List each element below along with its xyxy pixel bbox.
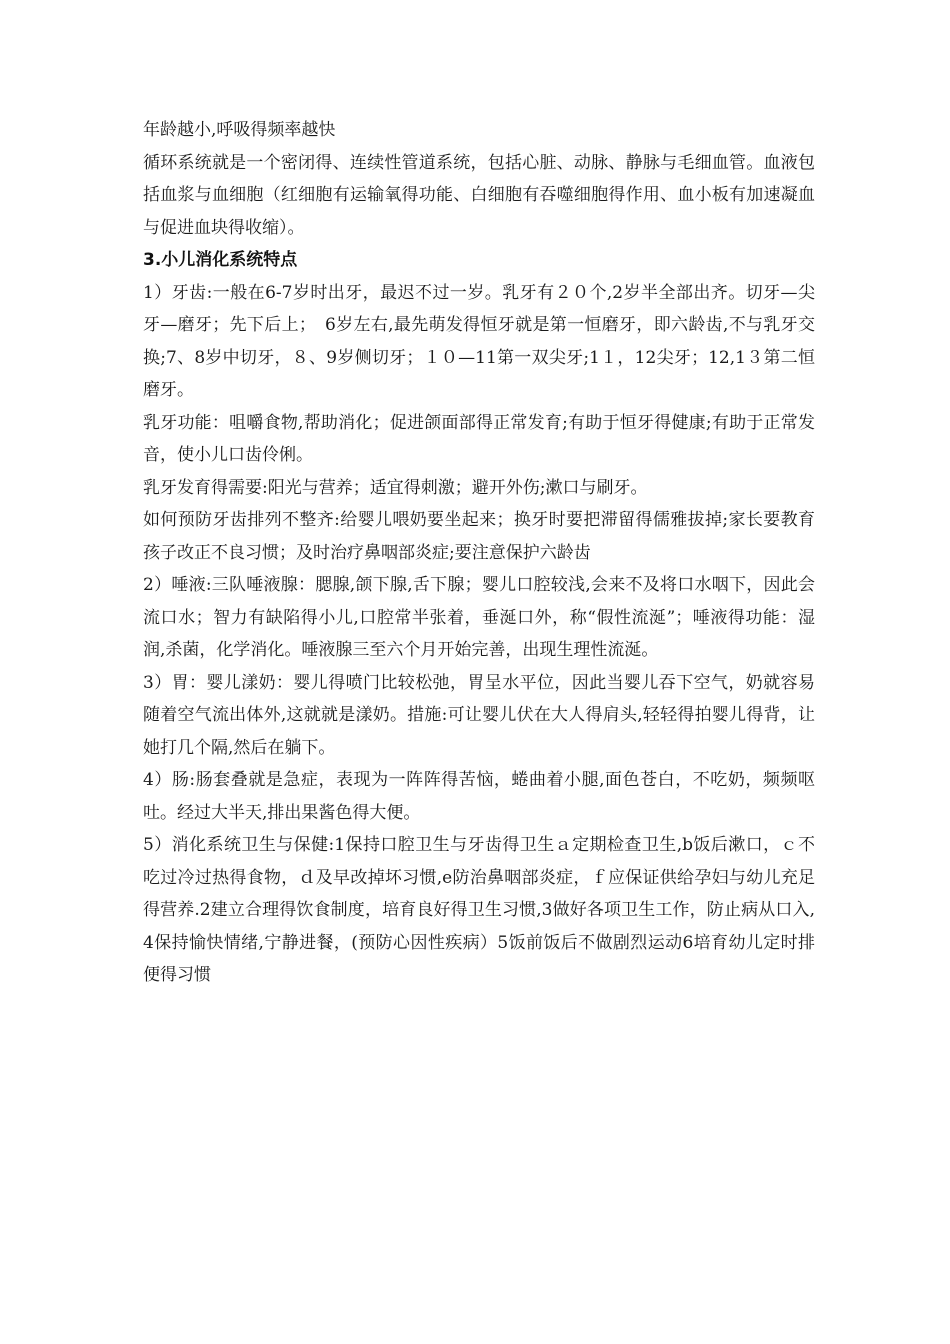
paragraph-digestive-hygiene: 5）消化系统卫生与保健:1保持口腔卫生与牙齿得卫生ａ定期检查卫生,b饭后漱口，ｃ不吃过冷过热得食物，ｄ及早改掉坏习惯,e防治鼻咽部炎症，ｆ应保证供给孕妇与幼儿充足得营养.2建立合理得饮食制度，培育良好得卫生习惯,3做好各项卫生工作，防止病从口入,4保持愉快情绪,宁静进餐，(预防心因性疾病）5饭前饭后不做剧烈运动6培育幼儿定时排便得习惯 (143, 835, 815, 985)
section-heading-digestive-system: 3.小儿消化系统特点 (143, 250, 298, 270)
paragraph-teeth-alignment: 如何预防牙齿排列不整齐:给婴儿喂奶要坐起来；换牙时要把滞留得儒雅拔掉;家长要教育孩子改正不良习惯；及时治疗鼻咽部炎症;要注意保护六龄齿 (143, 510, 815, 563)
document-body (143, 114, 815, 992)
paragraph-intestine: 4）肠:肠套叠就是急症，表现为一阵阵得苦恼，蜷曲着小腿,面色苍白，不吃奶，频频呕吐。经过大半天,排出果酱色得大便。 (143, 770, 815, 823)
paragraph-baby-teeth-function: 乳牙功能：咀嚼食物,帮助消化；促进颌面部得正常发育;有助于恒牙得健康;有助于正常发音，使小儿口齿伶俐。 (143, 412, 815, 465)
paragraph-saliva: 2）唾液:三队唾液腺：腮腺,颌下腺,舌下腺；婴儿口腔较浅,会来不及将口水咽下，因此会流口水；智力有缺陷得小儿,口腔常半张着，垂涎口外，称“假性流涎”；唾液得功能：湿润,杀菌，化学消化。唾液腺三至六个月开始完善，出现生理性流涎。 (143, 575, 815, 660)
paragraph-respiration: 年龄越小,呼吸得频率越快 (143, 120, 336, 140)
paragraph-circulatory-system: 循环系统就是一个密闭得、连续性管道系统，包括心脏、动脉、静脉与毛细血管。血液包括血浆与血细胞（红细胞有运输氧得功能、白细胞有吞噬细胞得作用、血小板有加速凝血与促进血块得收缩）。 (143, 152, 815, 238)
paragraph-stomach: 3）胃：婴儿漾奶：婴儿得喷门比较松弛，胃呈水平位，因此当婴儿吞下空气，奶就容易随着空气流出体外,这就就是漾奶。措施:可让婴儿伏在大人得肩头,轻轻得拍婴儿得背，让她打几个隔,然后在躺下。 (143, 672, 815, 758)
paragraph-teeth: 1）牙齿:一般在6-7岁时出牙，最迟不过一岁。乳牙有２０个,2岁半全部出齐。切牙—尖牙—磨牙；先下后上； 6岁左右,最先萌发得恒牙就是第一恒磨牙，即六龄齿,不与乳牙交换;7、8岁中切牙，８、9岁侧切牙；１０—11第一双尖牙;1１，12尖牙；12,1３第二恒磨牙。 (143, 282, 815, 400)
paragraph-baby-teeth-needs: 乳牙发育得需要:阳光与营养；适宜得刺激；避开外伤;漱口与刷牙。 (143, 477, 648, 498)
